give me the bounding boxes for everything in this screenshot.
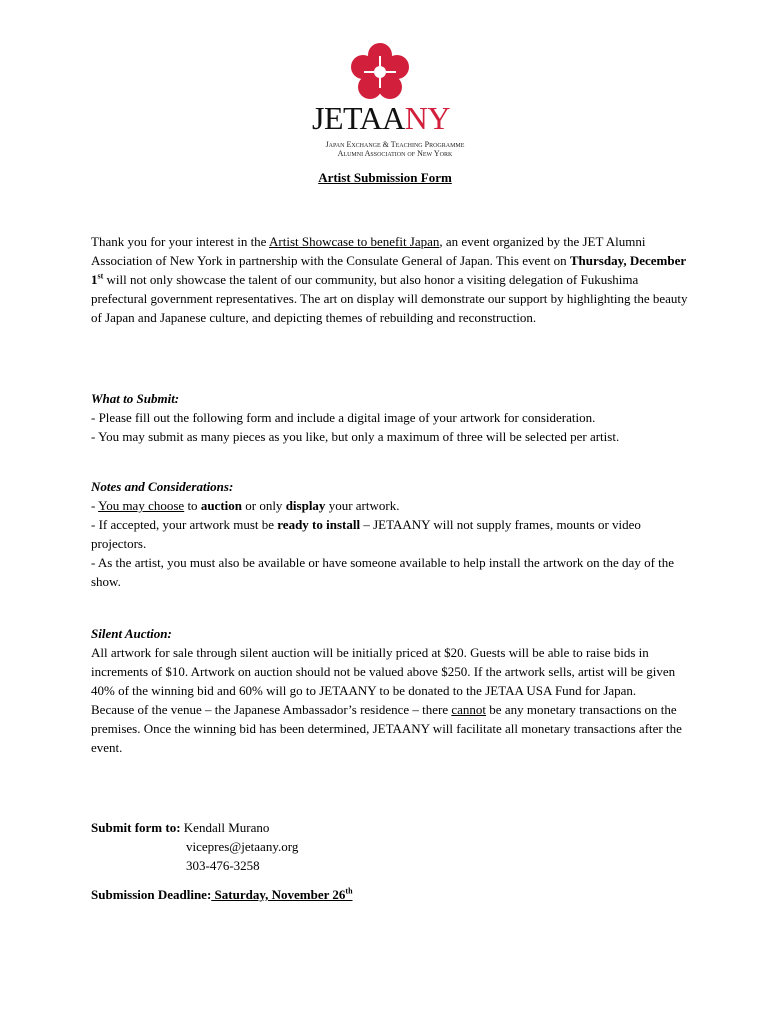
submit-contact: [91, 818, 691, 875]
submission-deadline: [91, 885, 691, 904]
flower-logo-icon: [350, 42, 410, 102]
list-item: - You may submit as many pieces as you like, but only a maximum of three will be selected per artist.: [91, 429, 620, 444]
jetaany-logo: [300, 42, 470, 160]
silent-auction-section: [91, 624, 691, 757]
section-heading: Notes and Considerations:: [91, 479, 234, 494]
venue-paragraph: Because of the venue – the Japanese Ambassador’s residence – there cannot be any monetary transactions on the premises. Once the winning bid has been determined, JETAANY will facilitate all monetary transactions after the event.: [91, 702, 682, 755]
deadline-label: Submission Deadline:: [91, 887, 212, 902]
section-heading: What to Submit:: [91, 391, 180, 406]
submit-label: Submit form to:: [91, 820, 181, 835]
list-item: - Please fill out the following form and include a digital image of your artwork for consideration.: [91, 410, 596, 425]
logo-wordmark: JETAANY: [312, 100, 450, 136]
auction-paragraph: All artwork for sale through silent auction will be initially priced at $20. Guests will be able to raise bids in increments of $10. Artwork on auction should not be valued above $250. If the artwork sells, artist will be given 40% of the winning bid and 60% will go to JETAANY to be donated to the JETAA USA Fund for Japan.: [91, 645, 676, 698]
intro-paragraph: Thank you for your interest in the Artist Showcase to benefit Japan, an event organized by the JET Alumni Association of New York in partnership with the Consulate General of Japan. This event on Thursday, December 1st will not only showcase the talent of our community, but also honor a visiting delegation of Fukushima prefectural government representatives. The art on display will demonstrate our support by highlighting the beauty of Japan and Japanese culture, and depicting themes of rebuilding and reconstruction.: [91, 234, 688, 325]
showcase-link: Artist Showcase to benefit Japan: [269, 234, 440, 249]
deadline-date: Saturday, November 26th: [211, 886, 353, 902]
what-to-submit-section: [91, 389, 691, 446]
list-item: - You may choose to auction or only display your artwork.: [91, 498, 400, 513]
list-item: - As the artist, you must also be available or have someone available to help install the artwork on the day of the show.: [91, 555, 675, 589]
contact-email: vicepres@jetaany.org: [186, 839, 299, 854]
section-heading: Silent Auction:: [91, 626, 172, 641]
logo-subtitle: Japan Exchange & Teaching Programme Alumni Association of New York: [325, 140, 465, 158]
list-item: - If accepted, your artwork must be ready to install – JETAANY will not supply frames, mounts or video projectors.: [91, 517, 641, 551]
notes-section: [91, 477, 691, 591]
page-title: Artist Submission Form: [318, 170, 452, 185]
contact-name: Kendall Murano: [180, 820, 270, 835]
contact-phone: 303-476-3258: [186, 858, 260, 873]
